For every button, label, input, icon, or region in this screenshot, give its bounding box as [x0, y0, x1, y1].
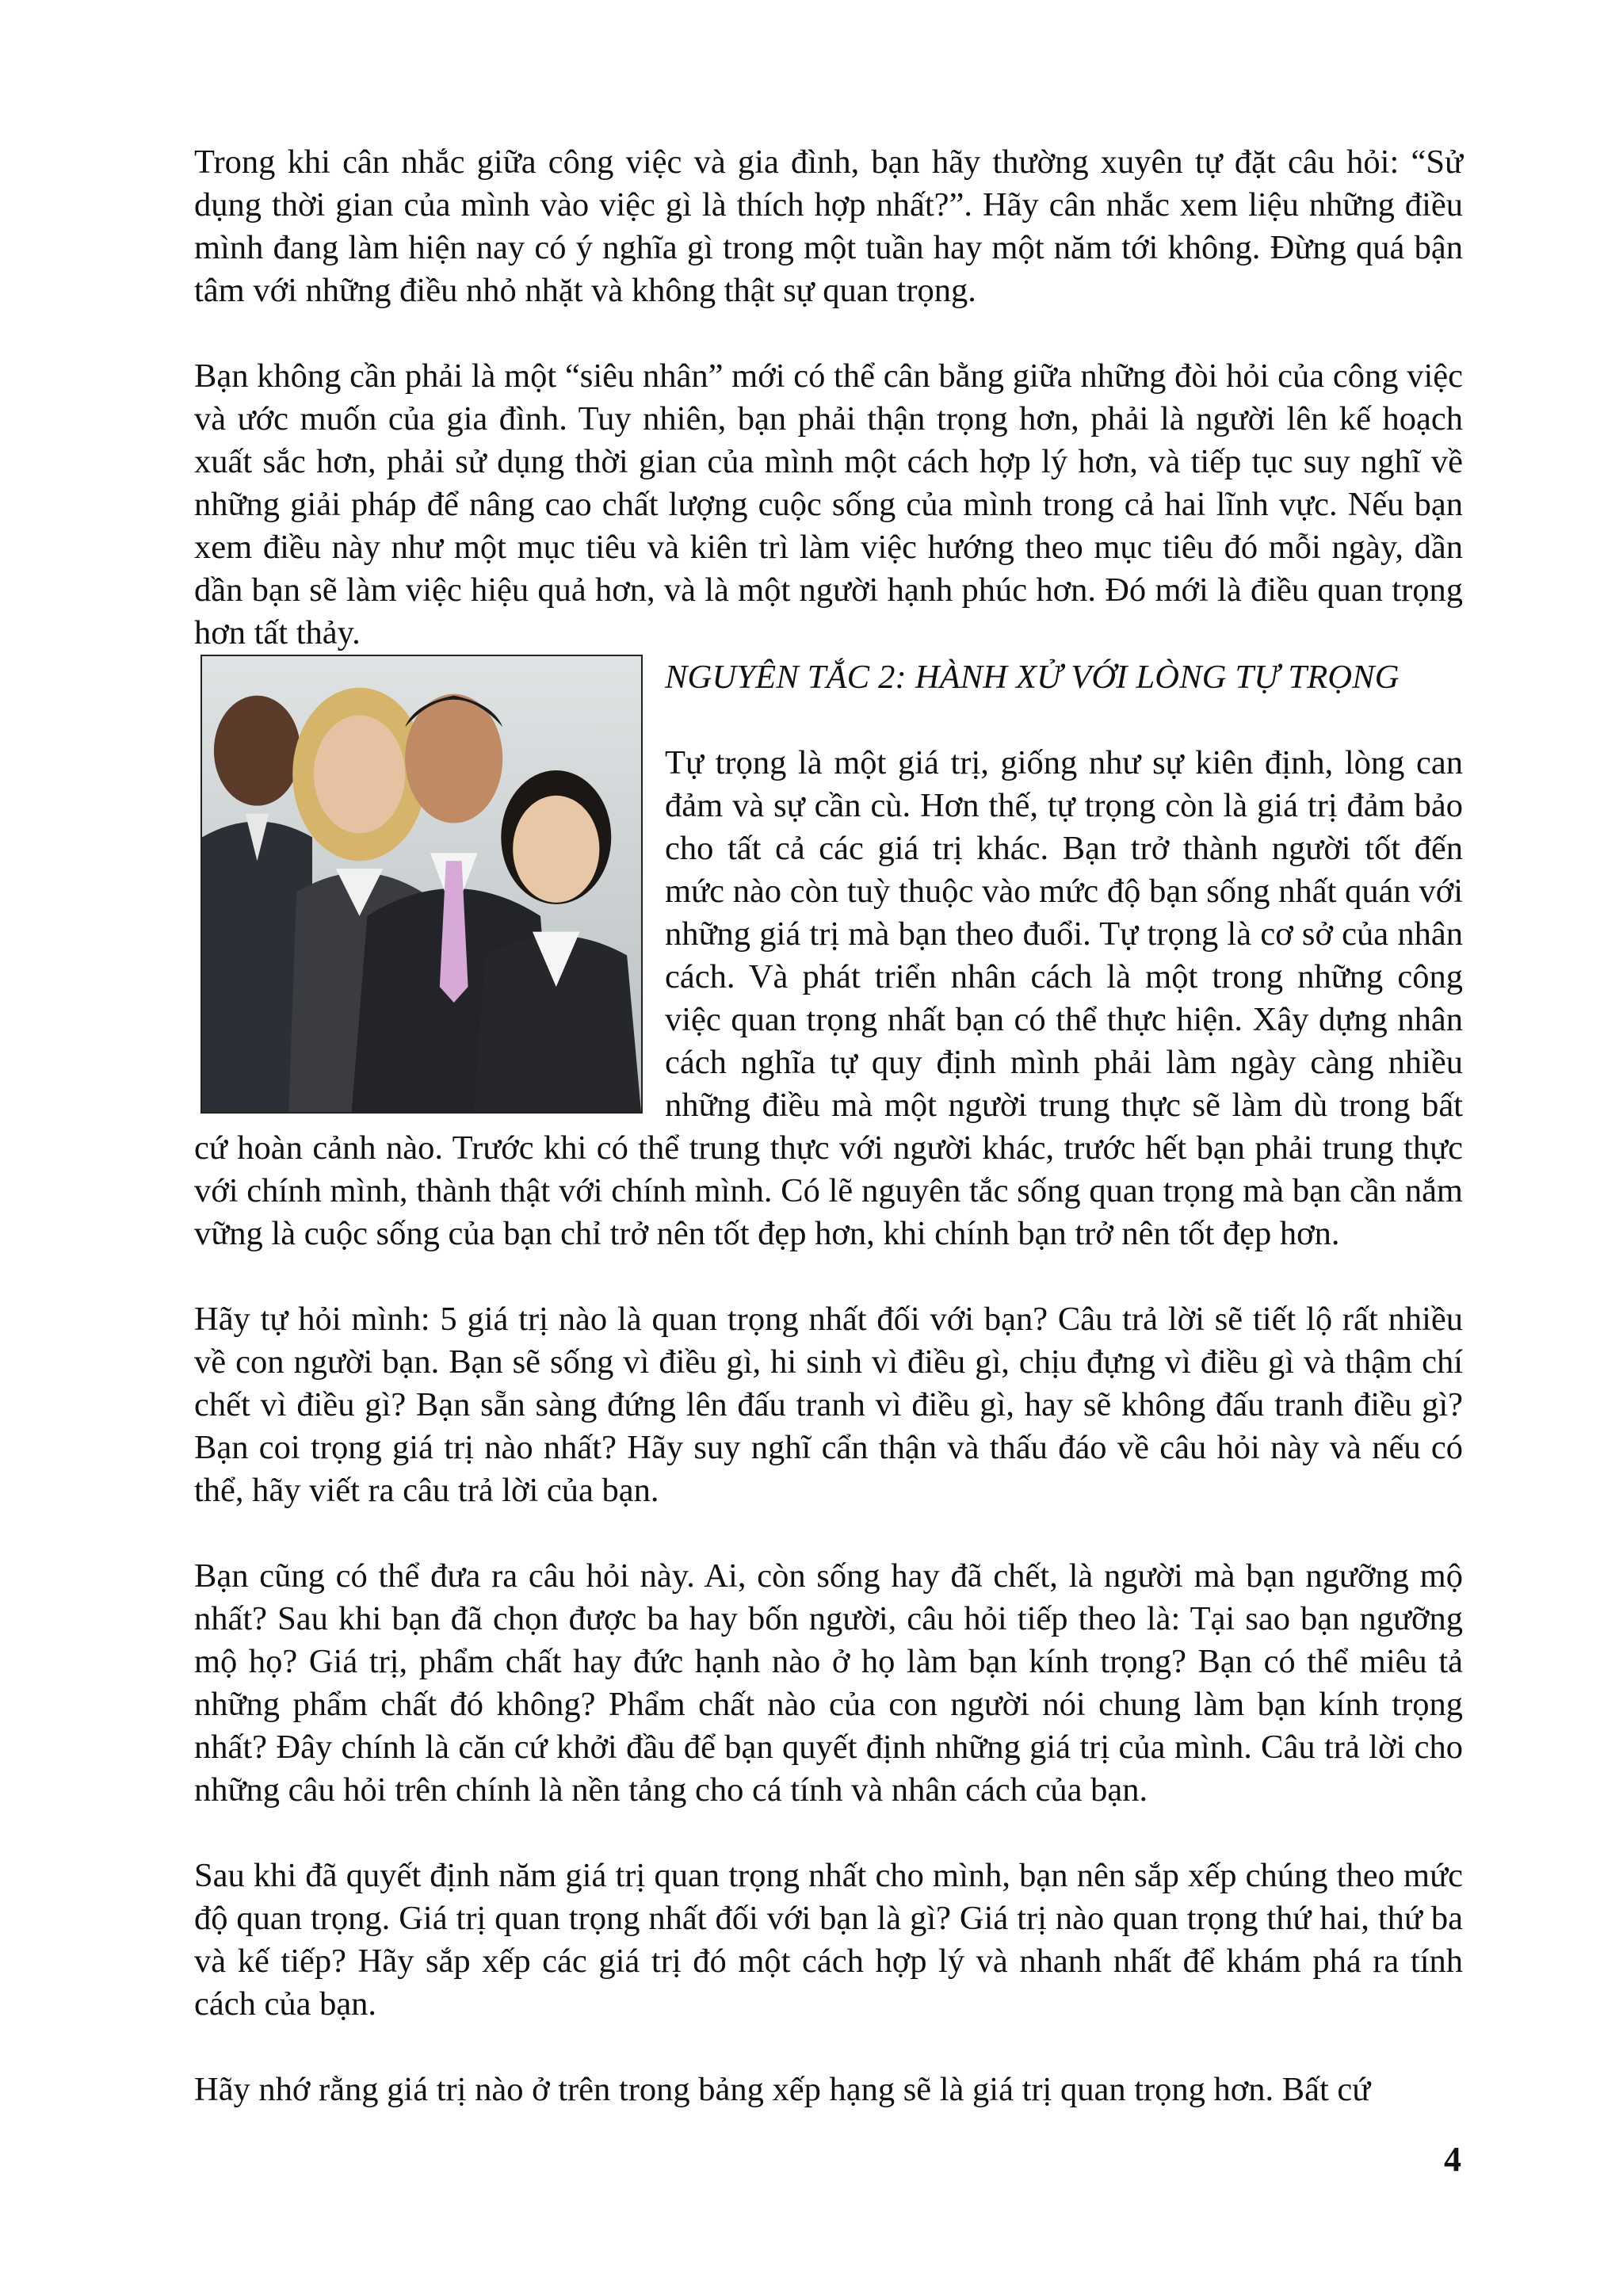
- photo-illustration-icon: [202, 656, 641, 1112]
- paragraph-6: Sau khi đã quyết định năm giá trị quan trọng nhất cho mình, bạn nên sắp xếp chúng theo mức độ quan trọng. Giá trị quan trọng nhất đối với bạn là gì? Giá trị nào quan trọng thứ hai, thứ ba và kế tiếp? Hãy sắp xếp các giá trị đó một cách hợp lý và nhanh nhất để khám phá ra tính cách của bạn.: [194, 1857, 1463, 2023]
- paragraph-4: Hãy tự hỏi mình: 5 giá trị nào là quan trọng nhất đối với bạn? Câu trả lời sẽ tiết lộ rất nhiều về con người bạn. Bạn sẽ sống vì điều gì, hi sinh vì điều gì, chịu đựng vì điều gì và thậm chí chết vì điều gì? Bạn sẵn sàng đứng lên đấu tranh vì điều gì, hay sẽ không đấu tranh điều gì? Bạn coi trọng giá trị nào nhất? Hãy suy nghĩ cẩn thận và thấu đáo về câu hỏi này và nếu có thể, hãy viết ra câu trả lời của bạn.: [194, 1301, 1463, 1509]
- paragraph-1: Trong khi cân nhắc giữa công việc và gia đình, bạn hãy thường xuyên tự đặt câu hỏi: “Sử dụng thời gian của mình vào việc gì là thích hợp nhất?”. Hãy cân nhắc xem liệu những điều mình đang làm hiện nay có ý nghĩa gì trong một tuần hay một năm tới không. Đừng quá bận tâm với những điều nhỏ nhặt và không thật sự quan trọng.: [194, 143, 1463, 309]
- paragraph-7: Hãy nhớ rằng giá trị nào ở trên trong bảng xếp hạng sẽ là giá trị quan trọng hơn. Bất cứ: [194, 2071, 1371, 2108]
- section-heading: NGUYÊN TẮC 2: HÀNH XỬ VỚI LÒNG TỰ TRỌNG: [665, 659, 1400, 696]
- paragraph-2: Bạn không cần phải là một “siêu nhân” mới có thể cân bằng giữa những đòi hỏi của công việc và ước muốn của gia đình. Tuy nhiên, bạn phải thận trọng hơn, phải là người lên kế hoạch xuất sắc hơn, phải sử dụng thời gian của mình một cách hợp lý hơn, và tiếp tục suy nghĩ về những giải pháp để nâng cao chất lượng cuộc sống của mình trong cả hai lĩnh vực. Nếu bạn xem điều này như một mục tiêu và kiên trì làm việc hướng theo mục tiêu đó mỗi ngày, dần dần bạn sẽ làm việc hiệu quả hơn, và là một người hạnh phúc hơn. Đó mới là điều quan trọng hơn tất thảy.: [194, 357, 1463, 651]
- page-number: 4: [1444, 2140, 1461, 2179]
- paragraph-3: Tự trọng là một giá trị, giống như sự kiên định, lòng can đảm và sự cần cù. Hơn thế, tự trọng còn là giá trị đảm bảo cho tất cả các giá trị khác. Bạn trở thành người tốt đến mức nào còn tuỳ thuộc vào mức độ bạn sống nhất quán với những giá trị mà bạn theo đuổi. Tự trọng là cơ sở của nhân cách. Và phát triển nhân cách là một trong những công việc quan trọng nhất bạn có thể thực hiện. Xây dựng nhân cách nghĩa tự quy định mình phải làm ngày càng nhiều những điều mà một người trung thực sẽ làm dù trong bất cứ hoàn cảnh nào. Trước khi có thể trung thực với người khác, trước hết bạn phải trung thực với chính mình, thành thật với chính mình. Có lẽ nguyên tắc sống quan trọng mà bạn cần nắm vững là cuộc sống của bạn chỉ trở nên tốt đẹp hơn, khi chính bạn trở nên tốt đẹp hơn.: [194, 744, 1463, 1252]
- paragraph-5: Bạn cũng có thể đưa ra câu hỏi này. Ai, còn sống hay đã chết, là người mà bạn ngưỡng mộ nhất? Sau khi bạn đã chọn được ba hay bốn người, câu hỏi tiếp theo là: Tại sao bạn ngưỡng mộ họ? Giá trị, phẩm chất hay đức hạnh nào ở họ làm bạn kính trọng? Bạn có thể miêu tả những phẩm chất đó không? Phẩm chất nào của con người nói chung làm bạn kính trọng nhất? Đây chính là căn cứ khởi đầu để bạn quyết định những giá trị của mình. Câu trả lời cho những câu hỏi trên chính là nền tảng cho cá tính và nhân cách của bạn.: [194, 1557, 1463, 1809]
- business-people-photo: [200, 655, 643, 1114]
